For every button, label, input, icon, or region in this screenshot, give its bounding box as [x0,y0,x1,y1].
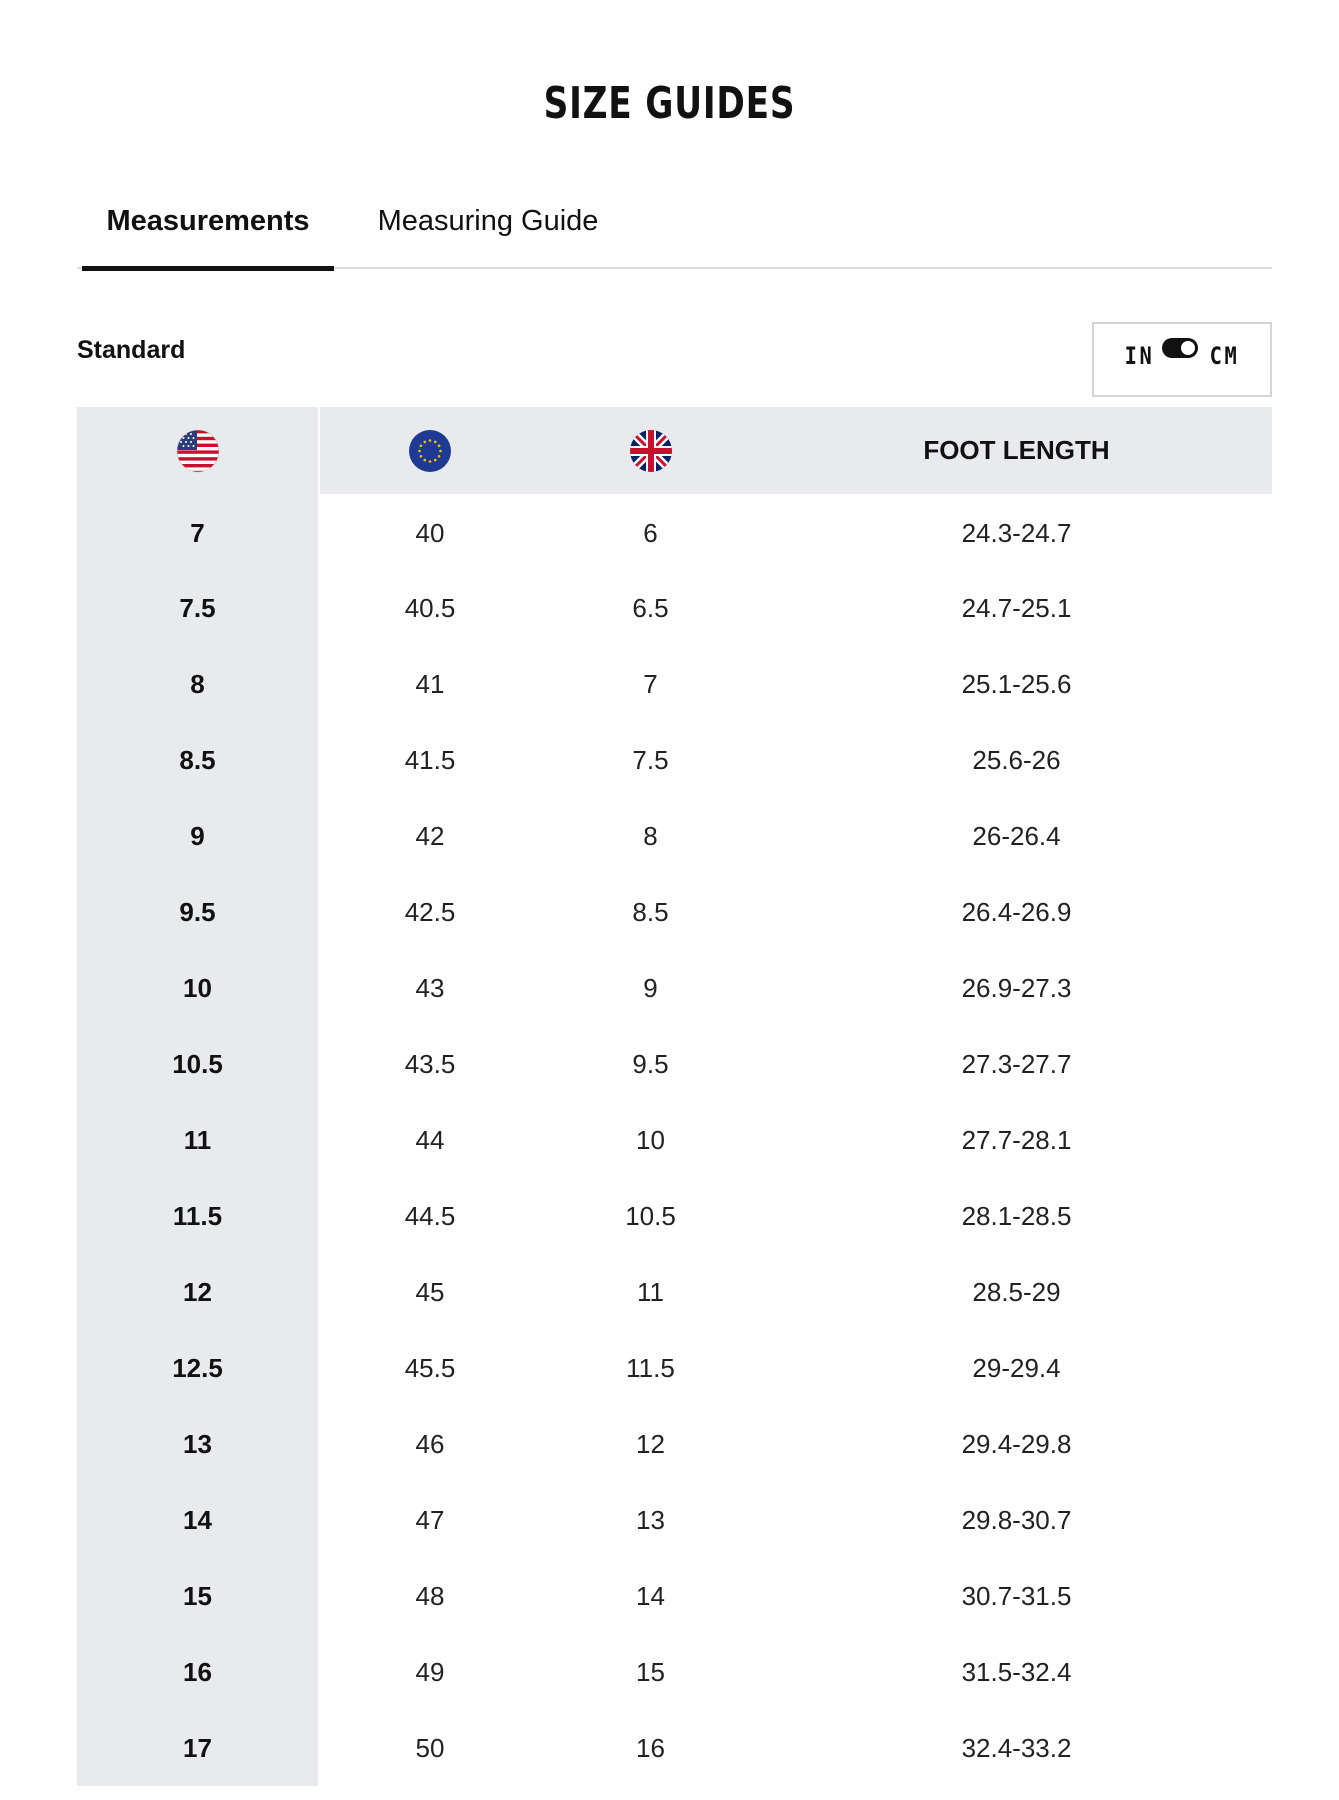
eu-flag-icon [408,429,452,473]
uk-size-cell: 16 [636,1732,665,1763]
table-row [77,722,1272,798]
unit-toggle[interactable] [1092,322,1272,397]
uk-size-cell: 6.5 [632,592,669,623]
us-size-cell: 7.5 [77,570,319,646]
column-header-us [77,407,319,494]
uk-size-cell: 15 [636,1656,665,1687]
table-row [77,1710,1272,1786]
toggle-knob [1181,341,1195,355]
foot-length-cell: 25.1-25.6 [961,668,1072,699]
table-row [77,1178,1272,1254]
uk-size-cell: 12 [636,1428,665,1459]
us-size-cell: 9.5 [77,874,319,950]
toggle-switch-icon[interactable] [1162,338,1198,358]
table-row [77,950,1272,1026]
size-table [77,407,1272,1786]
eu-size-cell: 43.5 [404,1048,456,1079]
eu-size-cell: 50 [415,1732,445,1763]
eu-size-cell: 40 [415,517,445,548]
foot-length-cell: 29.8-30.7 [961,1504,1072,1535]
uk-size-cell: 11 [637,1276,664,1307]
page-title: SIZE GUIDES [543,78,796,129]
foot-length-cell: 28.5-29 [972,1276,1061,1307]
foot-length-cell: 30.7-31.5 [961,1580,1072,1611]
uk-size-cell: 9 [643,972,658,1003]
uk-size-cell: 8 [643,820,658,851]
us-size-cell: 9 [77,798,319,874]
table-row [77,1254,1272,1330]
foot-length-cell: 24.3-24.7 [961,517,1072,548]
table-row [77,1330,1272,1406]
table-row [77,1634,1272,1710]
table-row [77,798,1272,874]
unit-cm-label: CM [1209,342,1240,370]
us-size-cell: 10.5 [77,1026,319,1102]
uk-size-cell: 7 [643,668,658,699]
table-row [77,494,1272,570]
foot-length-cell: 25.6-26 [972,744,1061,775]
column-header-uk [540,407,761,494]
eu-size-cell: 45 [415,1276,445,1307]
us-size-cell: 8.5 [77,722,319,798]
eu-size-cell: 45.5 [404,1352,456,1383]
eu-size-cell: 43 [415,972,445,1003]
section-label: Standard [77,336,186,364]
uk-size-cell: 6 [643,517,658,548]
uk-size-cell: 10.5 [625,1200,676,1231]
us-size-cell: 7 [77,494,319,570]
table-row [77,570,1272,646]
eu-size-cell: 44.5 [404,1200,456,1231]
us-size-cell: 13 [77,1406,319,1482]
us-size-cell: 14 [77,1482,319,1558]
eu-size-cell: 40.5 [404,592,456,623]
column-header-eu [319,407,540,494]
column-header-foot-length: FOOT LENGTH [761,407,1272,494]
uk-size-cell: 7.5 [632,744,669,775]
table-row [77,646,1272,722]
table-body [77,494,1272,1786]
eu-size-cell: 41 [415,668,445,699]
foot-length-cell: 26.4-26.9 [961,896,1072,927]
table-row [77,1026,1272,1102]
uk-flag-icon [629,429,673,473]
us-size-cell: 16 [77,1634,319,1710]
table-row [77,1482,1272,1558]
tab-measuring-guide[interactable]: Measuring Guide [377,205,599,237]
foot-length-cell: 26-26.4 [972,820,1061,851]
us-size-cell: 17 [77,1710,319,1786]
us-size-cell: 12.5 [77,1330,319,1406]
tab-bar [77,195,1272,269]
us-size-cell: 11.5 [77,1178,319,1254]
uk-size-cell: 9.5 [632,1048,669,1079]
us-size-cell: 8 [77,646,319,722]
table-row [77,1102,1272,1178]
uk-size-cell: 10 [636,1124,665,1155]
foot-length-cell: 29.4-29.8 [961,1428,1072,1459]
us-size-cell: 15 [77,1558,319,1634]
uk-size-cell: 11.5 [626,1352,675,1383]
foot-length-cell: 29-29.4 [972,1352,1061,1383]
table-header-row [77,407,1272,494]
foot-length-cell: 27.7-28.1 [961,1124,1072,1155]
uk-size-cell: 14 [636,1580,665,1611]
us-size-cell: 10 [77,950,319,1026]
table-row [77,1406,1272,1482]
eu-size-cell: 47 [415,1504,445,1535]
eu-size-cell: 46 [415,1428,445,1459]
table-row [77,874,1272,950]
foot-length-cell: 24.7-25.1 [961,592,1072,623]
eu-size-cell: 44 [415,1124,445,1155]
uk-size-cell: 13 [636,1504,665,1535]
foot-length-cell: 32.4-33.2 [961,1732,1072,1763]
unit-in-label: IN [1124,342,1155,370]
foot-length-cell: 28.1-28.5 [961,1200,1072,1231]
foot-length-cell: 27.3-27.7 [961,1048,1072,1079]
foot-length-cell: 31.5-32.4 [961,1656,1072,1687]
eu-size-cell: 42 [415,820,445,851]
uk-size-cell: 8.5 [632,896,669,927]
us-size-cell: 12 [77,1254,319,1330]
us-size-cell: 11 [77,1102,319,1178]
tab-measurements[interactable]: Measurements [82,195,334,269]
table-row [77,1558,1272,1634]
eu-size-cell: 41.5 [404,744,456,775]
us-flag-icon [176,429,220,473]
eu-size-cell: 49 [415,1656,445,1687]
eu-size-cell: 48 [415,1580,445,1611]
eu-size-cell: 42.5 [404,896,456,927]
foot-length-cell: 26.9-27.3 [961,972,1072,1003]
